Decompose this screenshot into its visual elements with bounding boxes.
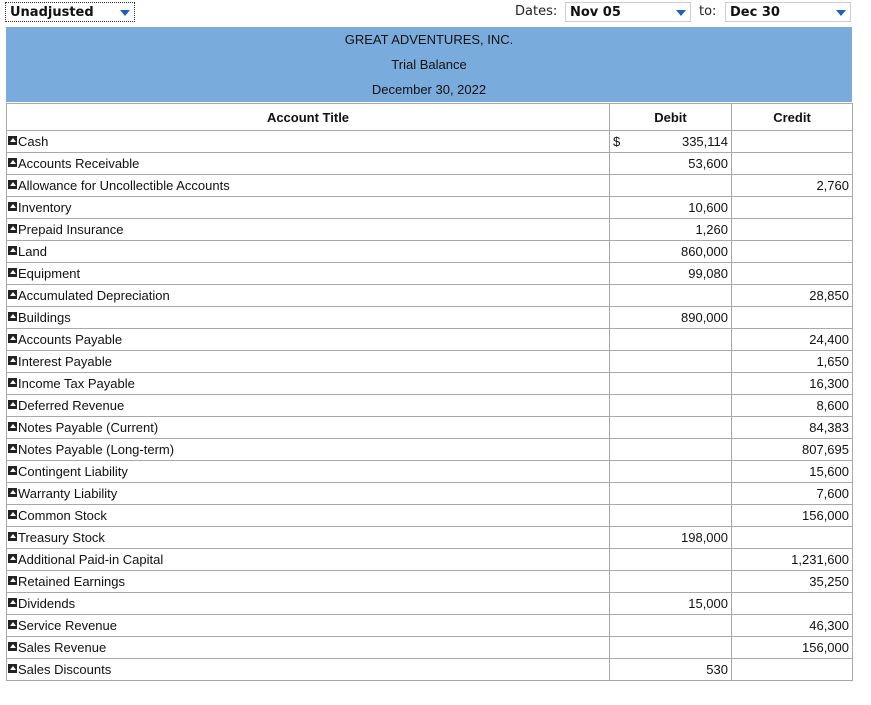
credit-cell[interactable]	[732, 395, 853, 417]
account-title-cell[interactable]	[7, 219, 610, 241]
account-title: Sales Discounts	[18, 662, 112, 677]
report-title: Trial Balance	[391, 57, 467, 72]
account-title-cell[interactable]	[7, 439, 610, 461]
table-row	[7, 219, 853, 241]
basis-dropdown[interactable]	[5, 2, 135, 22]
column-header-debit: Debit	[610, 104, 732, 131]
account-title-cell[interactable]	[7, 593, 610, 615]
from-date-dropdown[interactable]	[565, 2, 691, 22]
debit-cell[interactable]	[610, 307, 732, 329]
table-row	[7, 571, 853, 593]
credit-cell[interactable]	[732, 153, 853, 175]
account-title: Warranty Liability	[18, 486, 118, 501]
debit-value: 15,000	[688, 596, 728, 611]
debit-cell[interactable]	[610, 175, 732, 197]
to-date-value: Dec 30	[730, 5, 780, 20]
account-title: Interest Payable	[18, 354, 112, 369]
debit-cell[interactable]	[610, 483, 732, 505]
credit-cell[interactable]	[732, 241, 853, 263]
column-header-account-title: Account Title	[7, 104, 610, 131]
debit-value: 99,080	[688, 266, 728, 281]
debit-value: 530	[706, 662, 728, 677]
debit-cell[interactable]	[610, 153, 732, 175]
currency-symbol: $	[613, 134, 621, 149]
debit-cell[interactable]	[610, 263, 732, 285]
table-row	[7, 483, 853, 505]
account-title-cell[interactable]	[7, 615, 610, 637]
account-title: Income Tax Payable	[18, 376, 135, 391]
account-title-cell[interactable]	[7, 329, 610, 351]
account-title: Common Stock	[18, 508, 107, 523]
debit-cell[interactable]	[610, 505, 732, 527]
table-row	[7, 197, 853, 219]
credit-cell[interactable]	[732, 329, 853, 351]
credit-cell[interactable]	[732, 219, 853, 241]
dates-label: Dates:	[515, 4, 558, 19]
arrow-up-icon[interactable]	[8, 510, 17, 519]
arrow-up-icon[interactable]	[8, 290, 17, 299]
account-title-cell[interactable]	[7, 659, 610, 681]
to-date-dropdown[interactable]	[725, 2, 851, 22]
arrow-up-icon[interactable]	[8, 422, 17, 431]
debit-cell[interactable]	[610, 549, 732, 571]
account-title-cell[interactable]	[7, 483, 610, 505]
debit-cell[interactable]	[610, 637, 732, 659]
account-title-cell[interactable]	[7, 637, 610, 659]
credit-cell[interactable]	[732, 615, 853, 637]
debit-cell[interactable]	[610, 219, 732, 241]
account-title: Equipment	[18, 266, 81, 281]
credit-cell[interactable]	[732, 527, 853, 549]
credit-value: 156,000	[802, 508, 849, 523]
debit-cell[interactable]	[610, 197, 732, 219]
arrow-up-icon[interactable]	[8, 180, 17, 189]
account-title: Buildings	[18, 310, 71, 325]
account-title-cell[interactable]	[7, 571, 610, 593]
to-label: to:	[699, 4, 717, 19]
account-title-cell[interactable]	[7, 527, 610, 549]
account-title: Dividends	[18, 596, 76, 611]
table-row	[7, 241, 853, 263]
table-row	[7, 263, 853, 285]
account-title-cell[interactable]	[7, 417, 610, 439]
account-title: Notes Payable (Long-term)	[18, 442, 175, 457]
arrow-up-icon[interactable]	[8, 268, 17, 277]
credit-value: 7,600	[816, 486, 849, 501]
table-row	[7, 131, 853, 153]
credit-value: 46,300	[809, 618, 849, 633]
arrow-up-icon[interactable]	[8, 334, 17, 343]
table-row	[7, 659, 853, 681]
arrow-up-icon[interactable]	[8, 400, 17, 409]
arrow-up-icon[interactable]	[8, 664, 17, 673]
account-title: Service Revenue	[18, 618, 117, 633]
account-title: Accounts Receivable	[18, 156, 140, 171]
account-title-cell[interactable]	[7, 307, 610, 329]
table-header-row	[7, 104, 853, 131]
debit-cell[interactable]	[610, 329, 732, 351]
account-title: Retained Earnings	[18, 574, 125, 589]
credit-value: 15,600	[809, 464, 849, 479]
debit-cell[interactable]	[610, 571, 732, 593]
table-row	[7, 593, 853, 615]
debit-cell[interactable]	[610, 461, 732, 483]
chevron-down-icon	[676, 10, 686, 16]
credit-value: 807,695	[802, 442, 849, 457]
account-title-cell[interactable]	[7, 131, 610, 153]
credit-cell[interactable]	[732, 197, 853, 219]
debit-cell[interactable]	[610, 241, 732, 263]
toolbar	[0, 0, 871, 24]
credit-cell[interactable]	[732, 505, 853, 527]
credit-value: 24,400	[809, 332, 849, 347]
table-row	[7, 395, 853, 417]
arrow-up-icon[interactable]	[8, 136, 17, 145]
account-title: Cash	[18, 134, 49, 149]
account-title-cell[interactable]	[7, 505, 610, 527]
arrow-up-icon[interactable]	[8, 202, 17, 211]
arrow-up-icon[interactable]	[8, 444, 17, 453]
debit-value: 335,114	[681, 134, 728, 149]
account-title-cell[interactable]	[7, 373, 610, 395]
arrow-up-icon[interactable]	[8, 378, 17, 387]
table-row	[7, 417, 853, 439]
arrow-up-icon[interactable]	[8, 576, 17, 585]
trial-balance-table	[6, 103, 853, 681]
table-row	[7, 615, 853, 637]
table-row	[7, 351, 853, 373]
account-title: Accounts Payable	[18, 332, 123, 347]
credit-cell[interactable]	[732, 461, 853, 483]
account-title: Sales Revenue	[18, 640, 107, 655]
credit-cell[interactable]	[732, 637, 853, 659]
credit-cell[interactable]	[732, 351, 853, 373]
credit-value: 16,300	[809, 376, 849, 391]
account-title-cell[interactable]	[7, 461, 610, 483]
table-row	[7, 307, 853, 329]
arrow-up-icon[interactable]	[8, 532, 17, 541]
credit-cell[interactable]	[732, 549, 853, 571]
credit-cell[interactable]	[732, 131, 853, 153]
account-title-cell[interactable]	[7, 351, 610, 373]
debit-cell[interactable]	[610, 527, 732, 549]
arrow-up-icon[interactable]	[8, 356, 17, 365]
account-title: Allowance for Uncollectible Accounts	[18, 178, 230, 193]
debit-cell[interactable]	[610, 593, 732, 615]
account-title: Additional Paid-in Capital	[18, 552, 164, 567]
account-title: Prepaid Insurance	[18, 222, 124, 237]
account-title-cell[interactable]	[7, 241, 610, 263]
arrow-up-icon[interactable]	[8, 158, 17, 167]
debit-cell[interactable]	[610, 659, 732, 681]
account-title-cell[interactable]	[7, 549, 610, 571]
debit-cell[interactable]	[610, 285, 732, 307]
chevron-down-icon	[836, 10, 846, 16]
report-header	[6, 27, 852, 102]
account-title: Land	[18, 244, 47, 259]
credit-cell[interactable]	[732, 373, 853, 395]
credit-cell[interactable]	[732, 307, 853, 329]
table-row	[7, 285, 853, 307]
credit-value: 156,000	[802, 640, 849, 655]
table-row	[7, 637, 853, 659]
debit-cell[interactable]	[610, 439, 732, 461]
from-date-value: Nov 05	[570, 5, 621, 20]
credit-value: 84,383	[809, 420, 849, 435]
table-row	[7, 373, 853, 395]
credit-cell[interactable]	[732, 439, 853, 461]
arrow-up-icon[interactable]	[8, 246, 17, 255]
account-title: Accumulated Depreciation	[18, 288, 170, 303]
debit-cell[interactable]	[610, 373, 732, 395]
credit-value: 2,760	[816, 178, 849, 193]
debit-value: 198,000	[681, 530, 728, 545]
company-name: GREAT ADVENTURES, INC.	[344, 32, 514, 47]
account-title: Inventory	[18, 200, 72, 215]
account-title-cell[interactable]	[7, 175, 610, 197]
account-title-cell[interactable]	[7, 263, 610, 285]
credit-value: 1,650	[816, 354, 849, 369]
account-title-cell[interactable]	[7, 197, 610, 219]
arrow-up-icon[interactable]	[8, 554, 17, 563]
arrow-up-icon[interactable]	[8, 620, 17, 629]
debit-cell[interactable]	[610, 615, 732, 637]
table-row	[7, 175, 853, 197]
credit-cell[interactable]	[732, 417, 853, 439]
arrow-up-icon[interactable]	[8, 312, 17, 321]
credit-value: 28,850	[809, 288, 849, 303]
credit-cell[interactable]	[732, 571, 853, 593]
debit-cell[interactable]	[610, 131, 732, 153]
account-title: Contingent Liability	[18, 464, 128, 479]
debit-cell[interactable]	[610, 417, 732, 439]
table-row	[7, 329, 853, 351]
credit-cell[interactable]	[732, 263, 853, 285]
account-title-cell[interactable]	[7, 153, 610, 175]
credit-value: 8,600	[816, 398, 849, 413]
credit-cell[interactable]	[732, 659, 853, 681]
credit-cell[interactable]	[732, 593, 853, 615]
account-title: Notes Payable (Current)	[18, 420, 159, 435]
debit-value: 10,600	[688, 200, 728, 215]
basis-value: Unadjusted	[10, 5, 94, 20]
table-row	[7, 461, 853, 483]
credit-cell[interactable]	[732, 483, 853, 505]
table-row	[7, 505, 853, 527]
debit-cell[interactable]	[610, 395, 732, 417]
debit-cell[interactable]	[610, 351, 732, 373]
report-date: December 30, 2022	[371, 82, 487, 97]
debit-value: 860,000	[681, 244, 728, 259]
debit-value: 1,260	[695, 222, 728, 237]
table-row	[7, 439, 853, 461]
chevron-down-icon	[120, 10, 130, 16]
credit-value: 1,231,600	[791, 552, 849, 567]
arrow-up-icon[interactable]	[8, 488, 17, 497]
credit-cell[interactable]	[732, 175, 853, 197]
column-header-credit: Credit	[732, 104, 853, 131]
table-row	[7, 549, 853, 571]
table-row	[7, 527, 853, 549]
arrow-up-icon[interactable]	[8, 466, 17, 475]
arrow-up-icon[interactable]	[8, 642, 17, 651]
table-row	[7, 153, 853, 175]
credit-cell[interactable]	[732, 285, 853, 307]
debit-value: 53,600	[688, 156, 728, 171]
account-title: Deferred Revenue	[18, 398, 125, 413]
credit-value: 35,250	[809, 574, 849, 589]
arrow-up-icon[interactable]	[8, 224, 17, 233]
account-title-cell[interactable]	[7, 395, 610, 417]
account-title: Treasury Stock	[18, 530, 105, 545]
arrow-up-icon[interactable]	[8, 598, 17, 607]
debit-value: 890,000	[681, 310, 728, 325]
account-title-cell[interactable]	[7, 285, 610, 307]
